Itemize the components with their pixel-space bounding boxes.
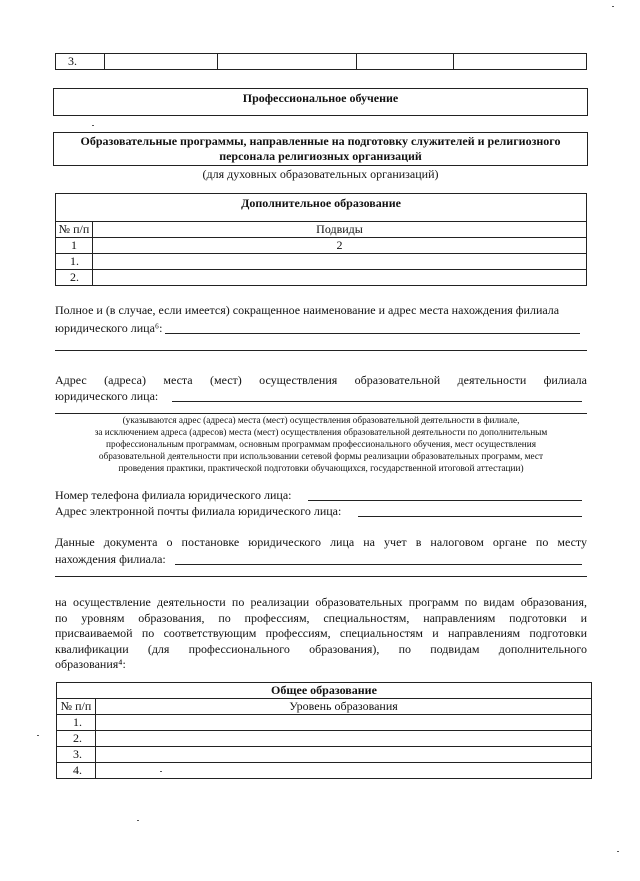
general-education-row-value xyxy=(96,763,592,779)
phone-field[interactable] xyxy=(308,500,582,501)
branch-address-line2: юридического лица: xyxy=(55,389,159,403)
tax-registration-field-extra[interactable] xyxy=(55,576,587,577)
branch-address-line1: Адрес (адреса) места (мест) осуществления образовательной деятельности филиала xyxy=(55,373,587,387)
additional-education-index-1: 1 xyxy=(56,238,93,254)
email-label: Адрес электронной почты филиала юридического лица: xyxy=(55,504,342,518)
branch-name-line1: Полное и (в случае, если имеется) сокращенное наименование и адрес места нахождения филиала xyxy=(55,303,560,317)
tax-registration-line2: нахождения филиала: xyxy=(55,552,166,566)
scan-speck xyxy=(160,771,162,772)
top-table-cell xyxy=(105,54,218,70)
top-table-cell xyxy=(454,54,587,70)
additional-education-row-number: 2. xyxy=(56,270,93,286)
branch-address-note-line: профессиональным программам, основным программам профессионального обучения, мест осуществления xyxy=(106,440,536,450)
top-table-row-number: 3. xyxy=(56,54,105,70)
branch-address-note-line: за исключением адреса (адресов) места (мест) осуществления образовательной деятельности по дополнительным xyxy=(94,428,548,438)
general-education-table xyxy=(56,682,592,779)
activity-paragraph xyxy=(55,595,587,673)
general-education-row-value xyxy=(96,715,592,731)
additional-education-row-value xyxy=(93,270,587,286)
activity-line: образования⁴: xyxy=(55,657,126,671)
top-table-cell xyxy=(357,54,454,70)
religious-programs-heading xyxy=(53,132,588,166)
additional-education-row-number: 1. xyxy=(56,254,93,270)
scan-speck xyxy=(92,125,94,126)
branch-address-note-line: (указываются адрес (адреса) места (мест) осуществления образовательной деятельности в филиале, xyxy=(122,416,520,426)
activity-line: присваиваемой по соответствующим профессиям, специальностям и направлениям подготовки xyxy=(55,626,587,640)
activity-line: на осуществление деятельности по реализации образовательных программ по видам образования, xyxy=(55,595,587,609)
phone-label: Номер телефона филиала юридического лица: xyxy=(55,488,292,502)
activity-line: квалификации (для профессионального образования), по подвидам дополнительного xyxy=(55,641,587,656)
scan-speck xyxy=(137,820,139,821)
professional-training-heading xyxy=(53,88,588,116)
branch-name-field-extra[interactable] xyxy=(55,350,587,351)
scan-speck xyxy=(617,851,619,852)
additional-education-table xyxy=(55,193,587,286)
branch-address-note-line: проведения практики, практической подготовки обучающихся, государственной итоговой аттестации) xyxy=(118,464,524,474)
branch-address-note-line: образовательной деятельности при использовании сетевой формы реализации образовательных программ, мест xyxy=(98,452,544,462)
general-education-row-number: 4. xyxy=(57,763,96,779)
general-education-row-number: 1. xyxy=(57,715,96,731)
email-field[interactable] xyxy=(358,516,582,517)
scan-speck xyxy=(37,735,39,736)
tax-registration-line1: Данные документа о постановке юридического лица на учет в налоговом органе по месту xyxy=(55,535,587,549)
general-education-row-value xyxy=(96,731,592,747)
branch-address-field[interactable] xyxy=(172,401,582,402)
religious-programs-note: (для духовных образовательных организаций) xyxy=(202,167,439,181)
top-table xyxy=(55,53,587,70)
general-education-row-number: 3. xyxy=(57,747,96,763)
general-education-row-value xyxy=(96,747,592,763)
branch-name-line2: юридического лица⁶: xyxy=(55,321,163,335)
additional-education-title: Дополнительное образование xyxy=(56,194,587,222)
top-table-cell xyxy=(218,54,357,70)
general-education-col-level: Уровень образования xyxy=(96,699,592,715)
additional-education-index-2: 2 xyxy=(93,238,587,254)
general-education-title: Общее образование xyxy=(57,683,592,699)
additional-education-col-num: № п/п xyxy=(56,222,93,238)
branch-address-note xyxy=(55,415,587,475)
general-education-col-num: № п/п xyxy=(57,699,96,715)
scan-speck xyxy=(612,6,614,7)
additional-education-col-types: Подвиды xyxy=(93,222,587,238)
branch-name-field[interactable] xyxy=(165,333,580,334)
professional-training-title: Профессиональное обучение xyxy=(242,91,399,105)
activity-line: по уровням образования, по профессиям, специальностям, направлениям подготовки и xyxy=(55,610,587,625)
additional-education-row-value xyxy=(93,254,587,270)
tax-registration-field[interactable] xyxy=(175,564,582,565)
general-education-row-number: 2. xyxy=(57,731,96,747)
religious-programs-title: Образовательные программы, направленные на подготовку служителей и религиозного персонала религиозных организаций xyxy=(80,134,561,163)
branch-address-field-extra[interactable] xyxy=(55,413,587,414)
